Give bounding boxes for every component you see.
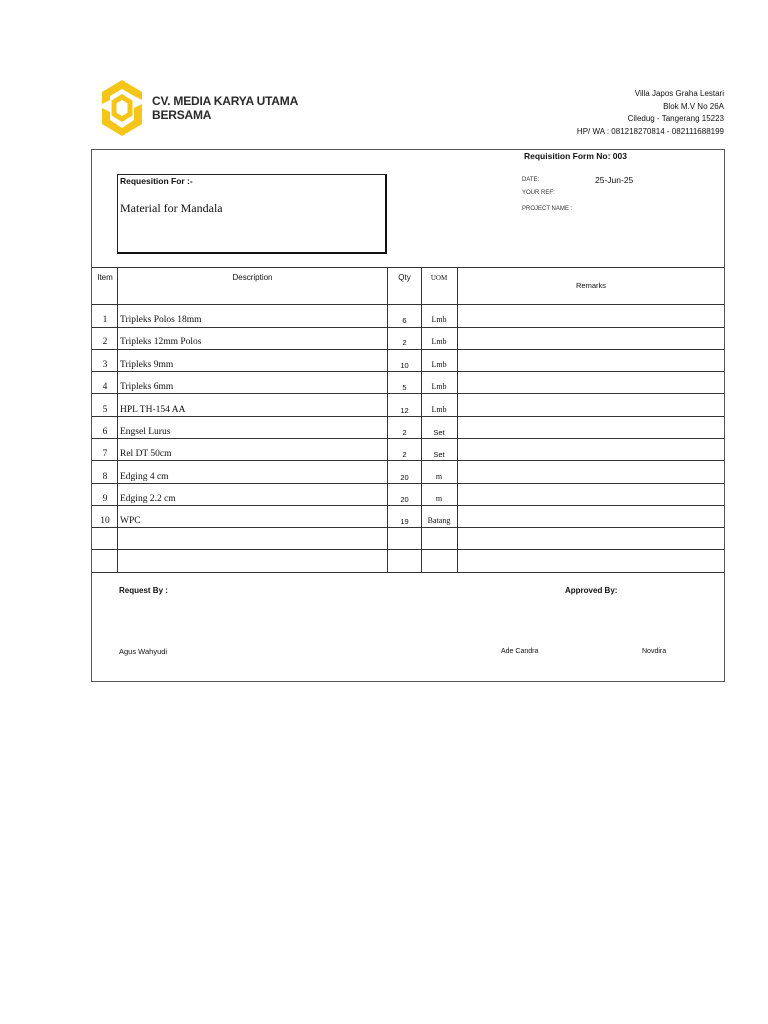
company-name-line2: BERSAMA: [152, 108, 212, 122]
row-qty: 6: [402, 316, 407, 325]
header-bottom-border: [92, 304, 724, 305]
header-qty: Qty: [398, 273, 411, 282]
row-border: [92, 349, 724, 350]
approved-by-label: Approved By:: [565, 586, 618, 595]
row-uom: Set: [433, 428, 445, 437]
request-by-label: Request By :: [119, 586, 168, 595]
approver1-name: Ade Candra: [501, 648, 539, 655]
form-number: Requisition Form No: 003: [524, 151, 627, 161]
row-item-number: 3: [102, 360, 108, 370]
requester-name: Agus Wahyudi: [119, 647, 168, 656]
address-line2: Blok M.V No 26A: [663, 101, 724, 111]
company-name: [152, 94, 298, 122]
row-description: Tripleks 6mm: [120, 382, 174, 392]
row-uom: Lmb: [431, 337, 447, 346]
your-ref-label: YOUR REF:: [522, 190, 555, 196]
header-remarks: Remarks: [575, 281, 606, 290]
row-description: Tripleks Polos 18mm: [120, 315, 202, 325]
row-qty: 5: [402, 383, 407, 392]
row-qty: 2: [402, 450, 407, 459]
address-phone: HP/ WA : 081218270814 - 082111688199: [576, 126, 724, 136]
row-uom: Lmb: [431, 382, 447, 391]
header-description: Description: [232, 273, 273, 282]
row-item-number: 7: [102, 449, 108, 459]
row-qty: 2: [402, 428, 407, 437]
row-item-number: 1: [102, 315, 108, 325]
company-address: [577, 88, 724, 138]
row-uom: m: [435, 472, 443, 481]
table-top-border: [92, 267, 724, 268]
row-item-number: 8: [102, 472, 108, 482]
row-border: [92, 327, 724, 328]
row-border: [92, 549, 724, 550]
row-uom: Lmb: [431, 360, 447, 369]
row-item-number: 2: [102, 337, 108, 347]
row-item-number: 5: [102, 405, 108, 415]
row-qty: 20: [400, 473, 409, 482]
row-uom: Lmb: [431, 405, 447, 414]
row-description: Edging 2.2 cm: [120, 494, 176, 504]
row-item-number: 10: [100, 516, 110, 526]
row-qty: 2: [402, 338, 407, 347]
table-bottom-border: [92, 572, 724, 573]
row-qty: 12: [400, 406, 409, 415]
column-divider: [457, 267, 458, 572]
row-uom: m: [435, 494, 443, 503]
project-name-label: PROJECT NAME :: [522, 206, 573, 212]
row-description: WPC: [120, 516, 141, 526]
row-item-number: 4: [102, 382, 108, 392]
row-qty: 10: [400, 361, 409, 370]
row-description: HPL TH-154 AA: [120, 405, 186, 415]
row-description: Engsel Lurus: [120, 427, 171, 437]
date-label: DATE:: [522, 177, 540, 183]
row-uom: Set: [433, 450, 445, 459]
request-for-value: Material for Mandala: [120, 201, 223, 215]
address-line1: Villa Japos Graha Lestari: [634, 89, 724, 98]
row-qty: 20: [400, 495, 409, 504]
row-description: Rel DT 50cm: [120, 449, 172, 459]
row-description: Tripleks 9mm: [120, 360, 174, 370]
company-logo-icon: [98, 78, 146, 138]
row-uom: Lmb: [431, 315, 447, 324]
row-item-number: 6: [102, 427, 108, 437]
row-description: Edging 4 cm: [120, 472, 169, 482]
approver2-name: Novdira: [642, 648, 667, 655]
address-line3: Ciledug - Tangerang 15223: [627, 114, 724, 124]
header-item: Item: [97, 273, 113, 282]
row-description: Tripleks 12mm Polos: [120, 337, 202, 347]
header-uom: UOM: [430, 274, 448, 282]
row-qty: 19: [400, 517, 409, 526]
row-uom: Batang: [427, 516, 451, 525]
row-item-number: 9: [102, 494, 108, 504]
company-name-line1: CV. MEDIA KARYA UTAMA: [152, 94, 299, 108]
date-value: 25-Jun-25: [595, 175, 634, 185]
request-for-label: Requesition For :-: [120, 176, 193, 186]
